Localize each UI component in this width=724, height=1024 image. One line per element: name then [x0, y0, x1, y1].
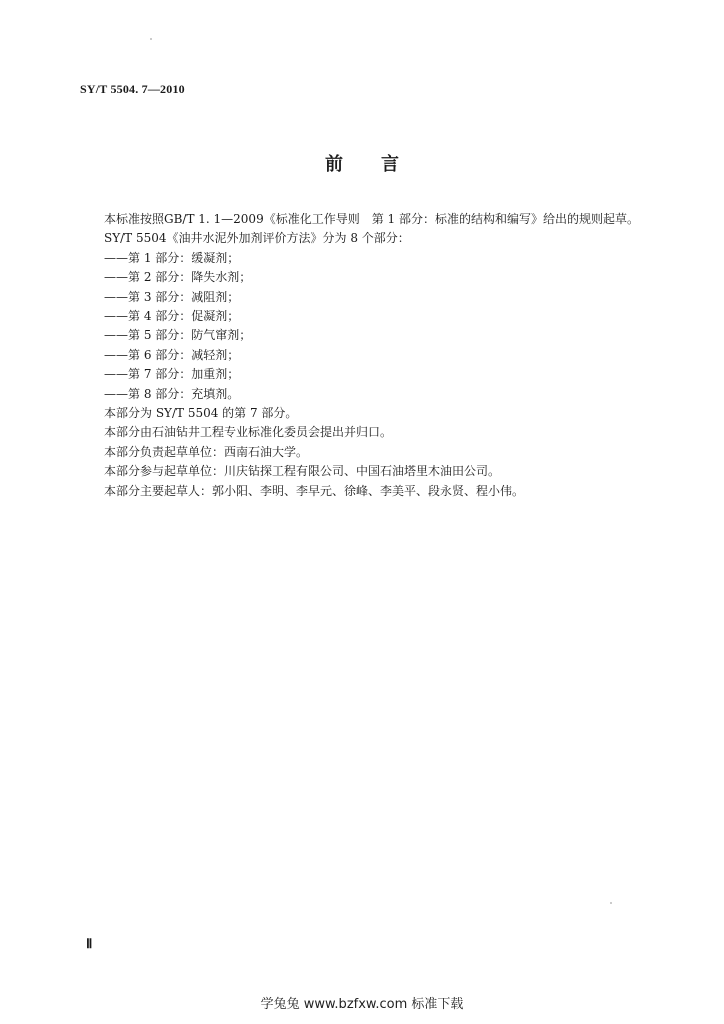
- paragraph-main-drafters: 本部分主要起草人：郭小阳、李明、李早元、徐峰、李美平、段永贤、程小伟。: [104, 483, 525, 498]
- standard-code-header: SY/T 5504. 7—2010: [80, 82, 185, 96]
- foreword-body: [80, 210, 640, 501]
- paragraph-responsible-drafter: 本部分负责起草单位：西南石油大学。: [104, 444, 309, 459]
- paragraph-drafting-rule: 本标准按照GB/T 1. 1—2009《标准化工作导则 第 1 部分：标准的结构和编写》给出的规则起草。: [104, 212, 639, 226]
- page-title: 前言: [325, 154, 437, 175]
- list-item-part-2: ——第 2 部分：降失水剂；: [104, 270, 252, 285]
- list-item-part-7: ——第 7 部分：加重剂；: [104, 367, 240, 382]
- watermark-footer: 学兔兔 www.bzfxw.com 标准下载: [260, 997, 464, 1012]
- list-item-part-5: ——第 5 部分：防气窜剂；: [104, 328, 252, 343]
- list-item-part-3: ——第 3 部分：减阻剂；: [104, 289, 240, 304]
- paragraph-participating-drafters: 本部分参与起草单位：川庆钻探工程有限公司、中国石油塔里木油田公司。: [104, 464, 501, 479]
- list-item-part-6: ——第 6 部分：减轻剂；: [104, 347, 240, 362]
- list-item-part-1: ——第 1 部分：缓凝剂；: [104, 250, 240, 265]
- list-item-part-4: ——第 4 部分：促凝剂；: [104, 309, 240, 324]
- page-number: Ⅱ: [86, 936, 93, 951]
- paragraph-parts-intro: SY/T 5504《油井水泥外加剂评价方法》分为 8 个部分：: [104, 231, 410, 246]
- scan-speck: [150, 38, 152, 40]
- list-item-part-8: ——第 8 部分：充填剂。: [104, 386, 240, 401]
- paragraph-proposer: 本部分由石油钻井工程专业标准化委员会提出并归口。: [104, 425, 393, 440]
- scan-speck: [610, 902, 612, 904]
- paragraph-this-part: 本部分为 SY/T 5504 的第 7 部分。: [104, 406, 298, 421]
